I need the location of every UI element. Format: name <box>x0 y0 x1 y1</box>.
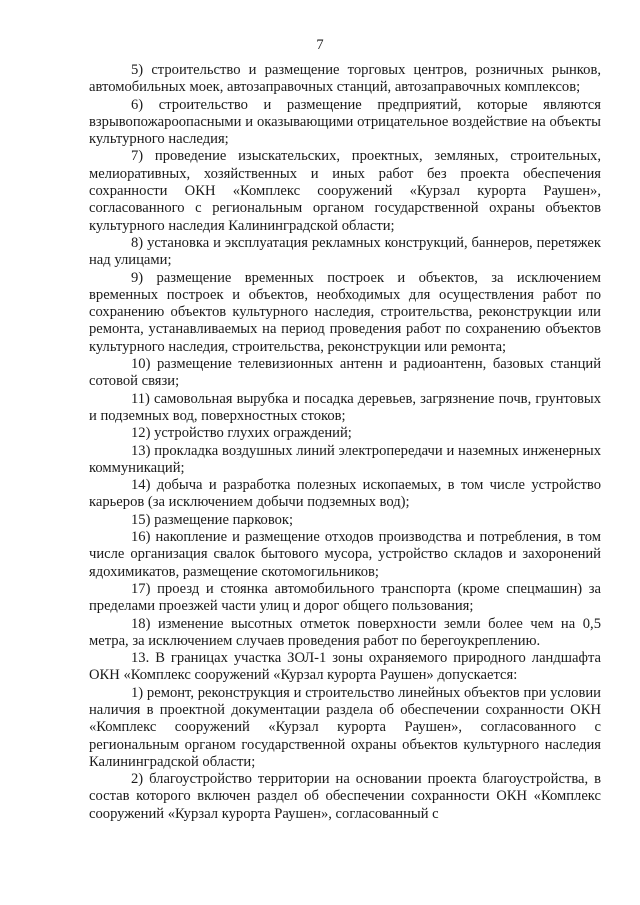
paragraph-item-7: 7) проведение изыскательских, проектных, земляных, строительных, мелиоративных, хозяйственных и иных работ без проекта обеспечения сохранности ОКН «Комплекс сооружений «Курзал курорта Раушен», согласованного с региональным органом государственной охраны объектов культурного наследия Калининградской области; <box>89 148 601 234</box>
paragraph-item-13: 13) прокладка воздушных линий электропередачи и наземных инженерных коммуникаций; <box>89 442 601 476</box>
paragraph-item-17: 17) проезд и стоянка автомобильного транспорта (кроме спецмашин) за пределами проезжей части улиц и дорог общего пользования; <box>89 580 601 615</box>
paragraph-item-6: 6) строительство и размещение предприятий, которые являются взрывопожароопасными и оказывающими отрицательное воздействие на объекты культурного наследия; <box>89 96 601 148</box>
paragraph-item-14: 14) добыча и разработка полезных ископаемых, в том числе устройство карьеров (за исключением добычи подземных вод); <box>89 477 601 511</box>
paragraph-item-8: 8) установка и эксплуатация рекламных конструкций, баннеров, перетяжек над улицами; <box>89 234 601 269</box>
paragraph-item-10: 10) размещение телевизионных антенн и радиоантенн, базовых станций сотовой связи; <box>89 356 601 390</box>
allowed-item-1: 1) ремонт, реконструкция и строительство линейных объектов при условии наличия в проектной документации раздела об обеспечении сохранности ОКН «Комплекс сооружений «Курзал курорта Раушен», согласованного с региональным органом государственной охраны объектов культурного наследия Калининградской области; <box>89 684 601 770</box>
paragraph-item-5: 5) строительство и размещение торговых центров, розничных рынков, автомобильных моек, автозаправочных станций, автозаправочных комплексов; <box>89 62 601 96</box>
paragraph-item-15: 15) размещение парковок; <box>131 511 294 528</box>
paragraph-item-16: 16) накопление и размещение отходов производства и потребления, в том числе организация свалок бытового мусора, устройство складов и захоронений ядохимикатов, размещение скотомогильников; <box>89 529 601 580</box>
page-number: 7 <box>316 37 324 53</box>
paragraph-item-9: 9) размещение временных построек и объектов, за исключением временных построек и объектов, необходимых для осуществления работ по сохранению объектов культурного наследия, строительства, реконструкции или ремонта, устанавливаемых на период проведения работ по сохранению объектов культурного наследия, строительства, реконструкции или ремонта; <box>89 269 601 355</box>
paragraph-item-11: 11) самовольная вырубка и посадка деревьев, загрязнение почв, грунтовых и подземных вод, поверхностных стоков; <box>89 390 601 424</box>
paragraph-item-12: 12) устройство глухих ограждений; <box>131 425 352 442</box>
paragraph-item-18: 18) изменение высотных отметок поверхности земли более чем на 0,5 метра, за исключением случаев проведения работ по берегоукреплению. <box>89 615 601 649</box>
section-13-heading: 13. В границах участка ЗОЛ-1 зоны охраняемого природного ландшафта ОКН «Комплекс сооружений «Курзал курорта Раушен» допускается: <box>89 650 601 684</box>
document-body <box>89 62 601 823</box>
allowed-item-2: 2) благоустройство территории на основании проекта благоустройства, в состав которого включен раздел об обеспечении сохранности ОКН «Комплекс сооружений «Курзал курорта Раушен», согласованный с <box>89 771 601 822</box>
